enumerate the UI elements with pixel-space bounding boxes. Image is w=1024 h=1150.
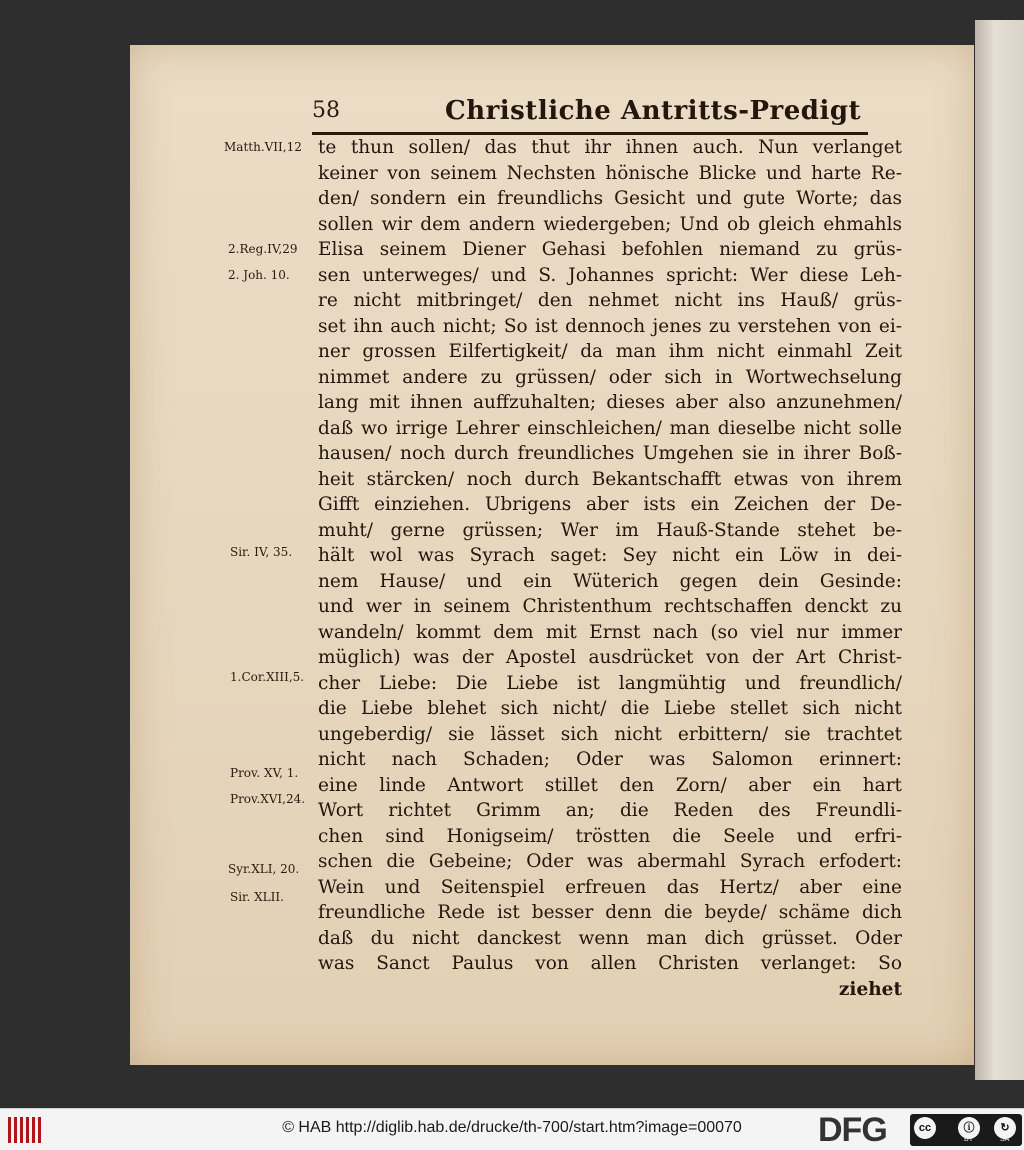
catchword: ziehet <box>838 978 902 1000</box>
text-line: nimmet andere zu grüssen/ oder sich in Wortwechselung <box>318 366 902 388</box>
text-line: set ihn auch nicht; So ist dennoch jenes zu verstehen von ei- <box>318 315 902 337</box>
text-line: sollen wir dem andern wiedergeben; Und ob gleich ehmahls <box>318 213 902 235</box>
text-line: heit stärcken/ noch durch Bekantschafft etwas von ihrem <box>318 468 902 490</box>
sa-label: SA <box>1000 1136 1010 1143</box>
text-line: was Sanct Paulus von allen Christen verlanget: So <box>318 953 902 974</box>
page-header <box>312 98 868 132</box>
margin-reference: Prov. XV, 1. <box>230 766 299 780</box>
page-number: 58 <box>312 98 340 123</box>
text-line: wandeln/ kommt dem mit Ernst nach (so viel nur immer <box>318 621 902 643</box>
margin-reference: 1.Cor.XIII,5. <box>230 670 305 684</box>
text-line: muht/ gerne grüssen; Wer im Hauß-Stande stehet be- <box>318 519 902 541</box>
running-title: Christliche Antritts-Predigt <box>445 96 862 126</box>
margin-reference: Matth.VII,12 <box>224 140 302 154</box>
margin-reference: 2. Joh. 10. <box>228 268 290 282</box>
footer-bar <box>0 1108 1024 1150</box>
text-line: hausen/ noch durch freundliches Umgehen sie in ihrer Boß- <box>318 443 902 464</box>
text-line: re nicht mitbringet/ den nehmet nicht ins Hauß/ grüs- <box>318 290 902 311</box>
text-line: Elisa seinem Diener Gehasi befohlen niemand zu grüs- <box>318 239 902 260</box>
text-line: sen unterweges/ und S. Johannes spricht: Wer diese Leh- <box>318 264 902 286</box>
next-page-edge <box>975 20 1024 1080</box>
cc-license-badge[interactable] <box>910 1114 1022 1146</box>
cc-icon: cc <box>914 1117 936 1139</box>
text-line: schen die Gebeine; Oder was abermahl Syrach erfodert: <box>318 851 902 872</box>
text-line: Gifft einziehen. Ubrigens aber ists ein Zeichen der De- <box>318 494 902 515</box>
text-line: lang mit ihnen auffzuhalten; dieses aber also anzunehmen/ <box>318 392 902 413</box>
sa-icon: ↻ <box>994 1117 1016 1139</box>
text-line: chen sind Honigseim/ tröstten die Seele und erfri- <box>318 825 902 847</box>
text-line: ner grossen Eilfertigkeit/ da man ihm nicht einmahl Zeit <box>318 341 902 362</box>
dfg-logo[interactable]: DFG <box>818 1111 887 1149</box>
text-line: ungeberdig/ sie lässet sich nicht erbittern/ sie trachtet <box>318 723 902 745</box>
text-line: eine linde Antwort stillet den Zorn/ aber ein hart <box>318 774 902 796</box>
margin-reference: 2.Reg.IV,29 <box>228 242 298 256</box>
text-line: Wort richtet Grimm an; die Reden des Freundli- <box>318 800 902 821</box>
margin-reference: Sir. XLII. <box>230 890 284 904</box>
text-line: und wer in seinem Christenthum rechtschaffen denckt zu <box>318 596 902 617</box>
by-icon: ⓘ <box>958 1117 980 1139</box>
text-line: daß wo irrige Lehrer einschleichen/ man dieselbe nicht solle <box>318 417 902 439</box>
text-line: hält wol was Syrach saget: Sey nicht ein Löw in dei- <box>318 545 902 566</box>
text-line: Wein und Seitenspiel erfreuen das Hertz/ aber eine <box>318 876 902 898</box>
text-line: cher Liebe: Die Liebe ist langmühtig und freundlich/ <box>318 672 902 694</box>
margin-reference: Sir. IV, 35. <box>230 545 293 559</box>
margin-reference: Syr.XLI, 20. <box>228 862 300 876</box>
text-line: die Liebe blehet sich nicht/ die Liebe stellet sich nicht <box>318 698 902 719</box>
text-line: den/ sondern ein freundlichs Gesicht und gute Worte; das <box>318 188 902 209</box>
text-line: nicht nach Schaden; Oder was Salomon erinnert: <box>318 749 902 770</box>
text-line: keiner von seinem Nechsten hönische Blicke und harte Re- <box>318 162 902 184</box>
text-line: nem Hause/ und ein Wüterich gegen dein Gesinde: <box>318 570 902 592</box>
text-line: freundliche Rede ist besser denn die beyde/ schäme dich <box>318 902 902 923</box>
text-line: müglich) was der Apostel ausdrücket von der Art Christ- <box>318 647 902 668</box>
body-text <box>318 135 902 1002</box>
by-label: BY <box>964 1136 974 1143</box>
copyright-link[interactable]: © HAB http://diglib.hab.de/drucke/th-700/start.htm?image=00070 <box>282 1119 742 1136</box>
text-line: te thun sollen/ das thut ihr ihnen auch. Nun verlanget <box>318 137 902 158</box>
margin-reference: Prov.XVI,24. <box>230 792 306 806</box>
text-line: daß du nicht danckest wenn man dich grüsset. Oder <box>318 927 902 949</box>
